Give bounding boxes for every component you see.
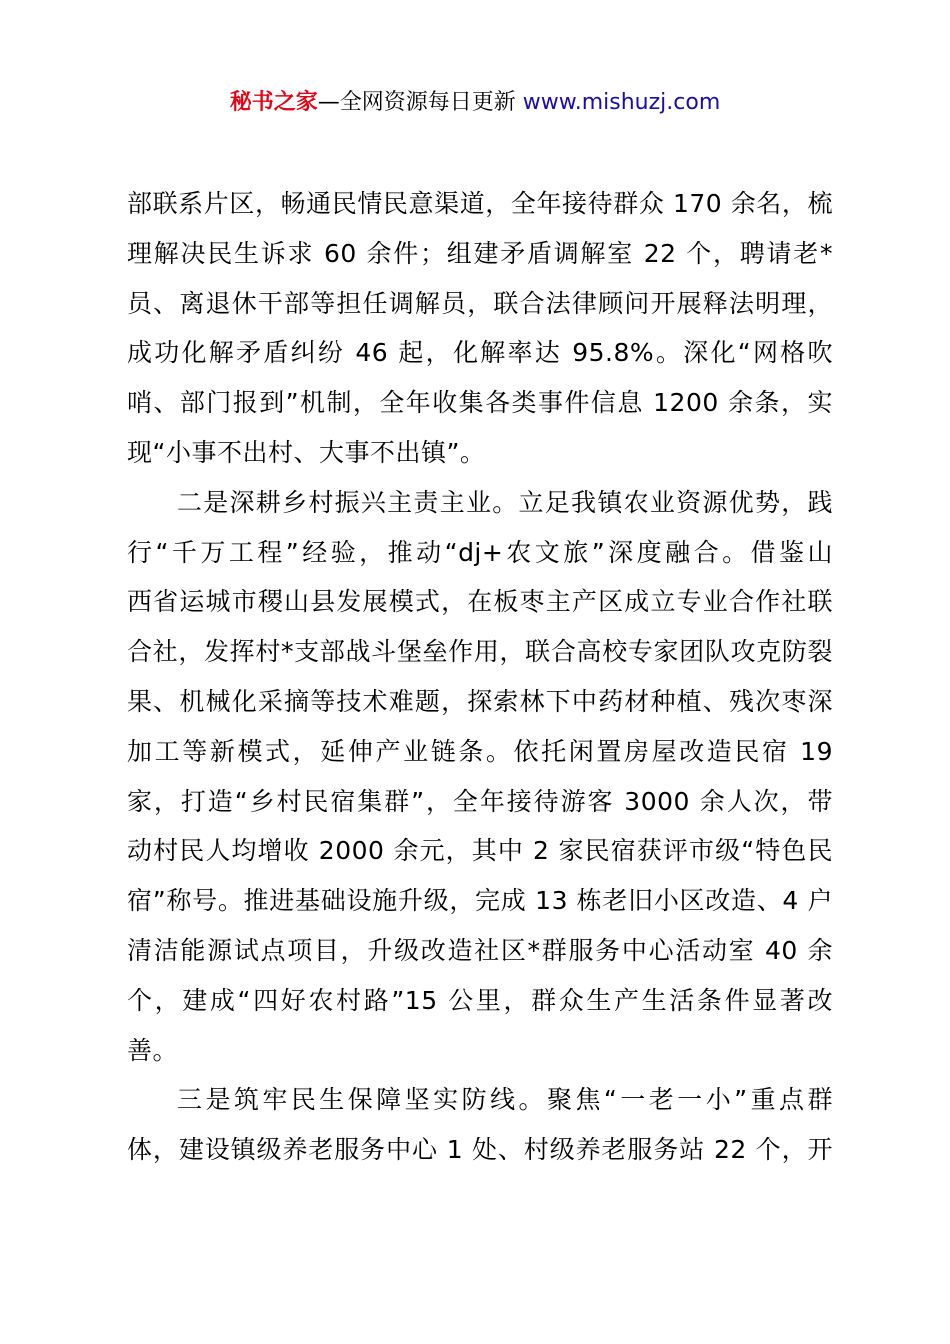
header-tagline: —全网资源每日更新: [317, 90, 523, 115]
text-line: 果、机械化采摘等技术难题，探索林下中药材种植、残次枣深: [127, 686, 833, 716]
text-line: 加工等新模式，延伸产业链条。依托闲置房屋改造民宿 19: [127, 736, 833, 766]
text-line: 善。: [127, 1035, 179, 1065]
text-line: 员、离退休干部等担任调解员，联合法律顾问开展释法明理，: [127, 288, 833, 318]
text-line: 哨、部门报到”机制，全年收集各类事件信息 1200 余条，实: [127, 388, 833, 418]
website-link[interactable]: www.mishuzj.com: [522, 90, 721, 115]
text-line: 家，打造“乡村民宿集群”，全年接待游客 3000 余人次，带: [127, 786, 833, 816]
text-line: 理解决民生诉求 60 余件；组建矛盾调解室 22 个，聘请老*: [127, 238, 833, 268]
text-line: 动村民人均增收 2000 余元，其中 2 家民宿获评市级“特色民: [127, 836, 833, 866]
text-line: 西省运城市稷山县发展模式，在板枣主产区成立专业合作社联: [127, 587, 833, 617]
text-line: 行“千万工程”经验，推动“dj+农文旅”深度融合。借鉴山: [127, 537, 833, 567]
brand-name: 秘书之家: [229, 90, 318, 115]
document-body: [127, 179, 833, 1175]
text-line: 清洁能源试点项目，升级改造社区*群服务中心活动室 40 余: [127, 935, 833, 965]
paragraph-first-line: 三是筑牢民生保障坚实防线。聚焦“一老一小”重点群: [177, 1085, 833, 1115]
text-line: 成功化解矛盾纠纷 46 起，化解率达 95.8%。深化“网格吹: [127, 338, 833, 368]
paragraph-first-line: 二是深耕乡村振兴主责主业。立足我镇农业资源优势，践: [177, 487, 833, 517]
text-line: 部联系片区，畅通民情民意渠道，全年接待群众 170 余名，梳: [127, 189, 833, 218]
text-line: 现“小事不出村、大事不出镇”。: [127, 437, 486, 467]
text-line: 个，建成“四好农村路”15 公里，群众生产生活条件显著改: [127, 985, 833, 1015]
text-line: 体，建设镇级养老服务中心 1 处、村级养老服务站 22 个，开: [127, 1135, 833, 1165]
text-line: 宿”称号。推进基础设施升级，完成 13 栋老旧小区改造、4 户: [127, 886, 833, 916]
page-header: [0, 86, 950, 120]
text-line: 合社，发挥村*支部战斗堡垒作用，联合高校专家团队攻克防裂: [127, 637, 833, 667]
